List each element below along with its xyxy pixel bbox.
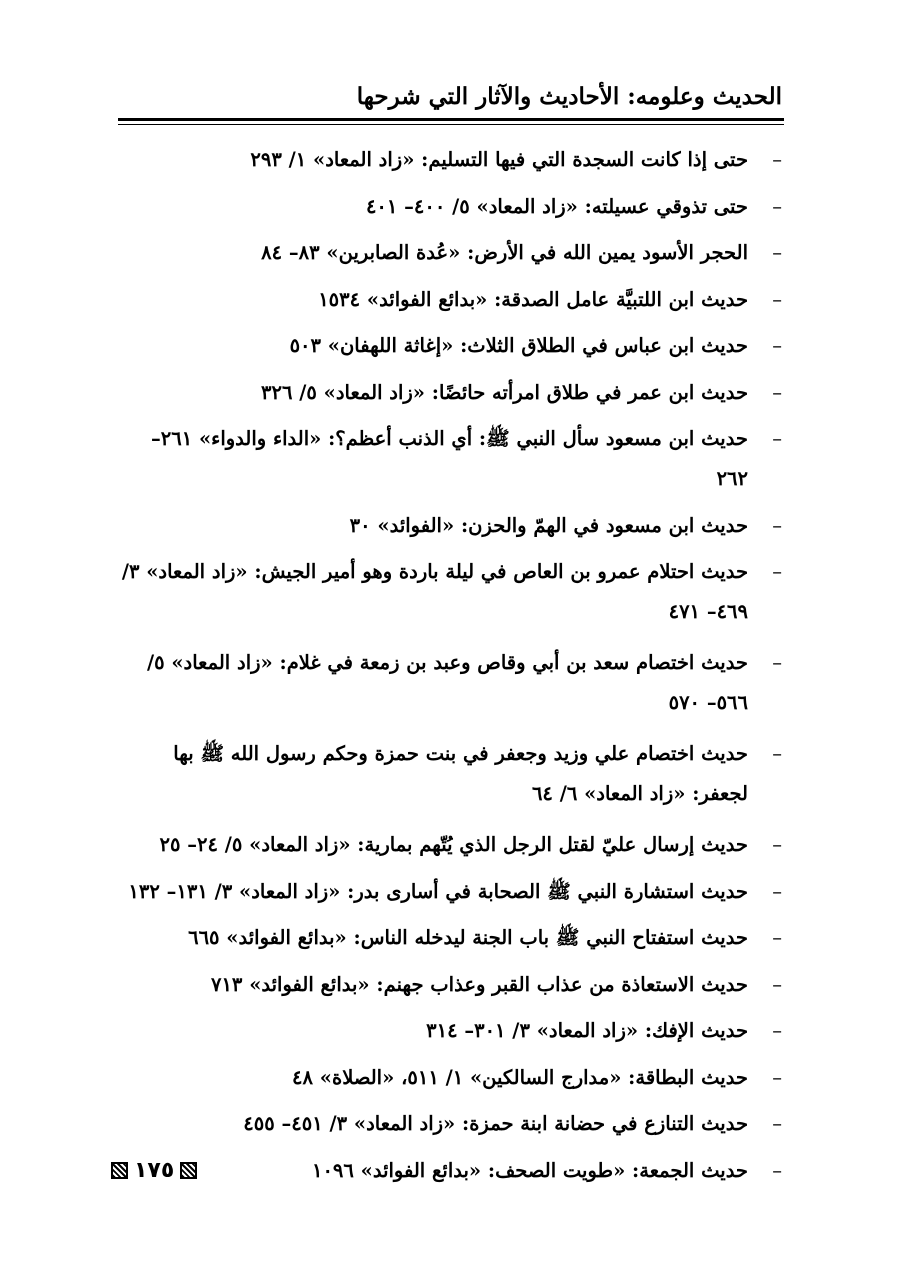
index-entry — [114, 918, 782, 958]
index-entry — [114, 326, 782, 366]
entry-text: حديث الإفك: «زاد المعاد» ٣/ ٣٠١– ٣١٤ — [426, 1019, 748, 1042]
entry-dash: – — [772, 972, 782, 996]
index-entry — [114, 1058, 782, 1098]
running-header: الحديث وعلومه: الأحاديث والآثار التي شرحها — [356, 83, 782, 110]
index-entry — [114, 280, 782, 320]
entry-dash: – — [772, 427, 782, 450]
entry-dash: – — [772, 380, 782, 404]
index-entry — [114, 419, 782, 499]
header-rule-thick — [118, 118, 784, 121]
entry-dash: – — [772, 334, 782, 357]
entry-dash: – — [772, 287, 782, 311]
entry-dash: – — [772, 241, 782, 264]
index-entry — [114, 872, 782, 912]
entry-text: حديث البطاقة: «مدارج السالكين» ١/ ٥١١، «الصلاة» ٤٨ — [292, 1065, 748, 1089]
index-entry — [114, 373, 782, 413]
index-entry — [114, 1104, 782, 1144]
entry-text: حتى إذا كانت السجدة التي فيها التسليم: «زاد المعاد» ١/ ٢٩٣ — [250, 148, 748, 171]
index-entry — [114, 552, 782, 632]
entry-dash: – — [772, 879, 782, 903]
entry-text: حديث استفتاح النبي ﷺ باب الجنة ليدخله الناس: «بدائع الفوائد» ٦٦٥ — [188, 926, 748, 949]
index-entry-list — [114, 140, 782, 1197]
page-folio — [111, 1156, 197, 1184]
entry-text: حديث الجمعة: «طويت الصحف: «بدائع الفوائد» ١٠٩٦ — [311, 1158, 748, 1182]
entry-text: حديث احتلام عمرو بن العاص في ليلة باردة وهو أمير الجيش: «زاد المعاد» ٣/ ٤٦٩– ٤٧١ — [121, 560, 748, 623]
entry-dash: – — [772, 926, 782, 949]
index-entry — [114, 1151, 782, 1191]
entry-text: حديث اختصام علي وزيد وجعفر في بنت حمزة وحكم رسول الله ﷺ بها لجعفر: «زاد المعاد» ٦/ ٦٤ — [173, 742, 748, 805]
entry-dash: – — [772, 1158, 782, 1182]
entry-text: حديث ابن مسعود سأل النبي ﷺ: أي الذنب أعظم؟: «الداء والدواء» ٢٦١– ٢٦٢ — [151, 427, 748, 490]
entry-text: حديث ابن عمر في طلاق امرأته حائضًا: «زاد المعاد» ٥/ ٣٢٦ — [261, 380, 748, 404]
entry-text: حديث الاستعاذة من عذاب القبر وعذاب جهنم: «بدائع الفوائد» ٧١٣ — [210, 972, 748, 996]
entry-text: حديث التنازع في حضانة ابنة حمزة: «زاد المعاد» ٣/ ٤٥١– ٤٥٥ — [243, 1112, 748, 1135]
entry-text: الحجر الأسود يمين الله في الأرض: «عُدة الصابرين» ٨٣– ٨٤ — [261, 241, 748, 264]
index-entry — [114, 187, 782, 227]
entry-text: حديث ابن اللتبيَّة عامل الصدقة: «بدائع الفوائد» ١٥٣٤ — [318, 287, 748, 311]
entry-dash: – — [772, 1019, 782, 1042]
entry-dash: – — [772, 194, 782, 218]
entry-text: حتى تذوقي عسيلته: «زاد المعاد» ٥/ ٤٠٠– ٤٠١ — [365, 194, 748, 218]
index-entry — [114, 140, 782, 180]
entry-dash: – — [772, 1065, 782, 1089]
header-rule-thin — [118, 124, 784, 125]
left-ornament-icon — [111, 1162, 128, 1179]
entry-dash: – — [772, 833, 782, 856]
entry-text: حديث اختصام سعد بن أبي وقاص وعبد بن زمعة في غلام: «زاد المعاد» ٥/ ٥٦٦– ٥٧٠ — [146, 651, 748, 714]
entry-text: حديث ابن مسعود في الهمّ والحزن: «الفوائد» ٣٠ — [349, 513, 748, 537]
page-number: ١٧٥ — [134, 1157, 175, 1183]
index-entry — [114, 643, 782, 723]
entry-text: حديث استشارة النبي ﷺ الصحابة في أسارى بدر: «زاد المعاد» ٣/ ١٣١– ١٣٢ — [128, 879, 748, 903]
entry-dash: – — [772, 513, 782, 537]
entry-dash: – — [772, 742, 782, 765]
entry-dash: – — [772, 651, 782, 674]
entry-text: حديث إرسال عليّ لقتل الرجل الذي يُتّهم بمارية: «زاد المعاد» ٥/ ٢٤– ٢٥ — [159, 833, 748, 856]
index-entry — [114, 233, 782, 273]
index-entry — [114, 825, 782, 865]
index-entry — [114, 965, 782, 1005]
entry-text: حديث ابن عباس في الطلاق الثلاث: «إغاثة اللهفان» ٥٠٣ — [289, 334, 748, 357]
index-entry — [114, 506, 782, 546]
entry-dash: – — [772, 1112, 782, 1135]
entry-dash: – — [772, 560, 782, 583]
entry-dash: – — [772, 148, 782, 171]
right-ornament-icon — [180, 1162, 197, 1179]
index-entry — [114, 734, 782, 814]
index-entry — [114, 1011, 782, 1051]
